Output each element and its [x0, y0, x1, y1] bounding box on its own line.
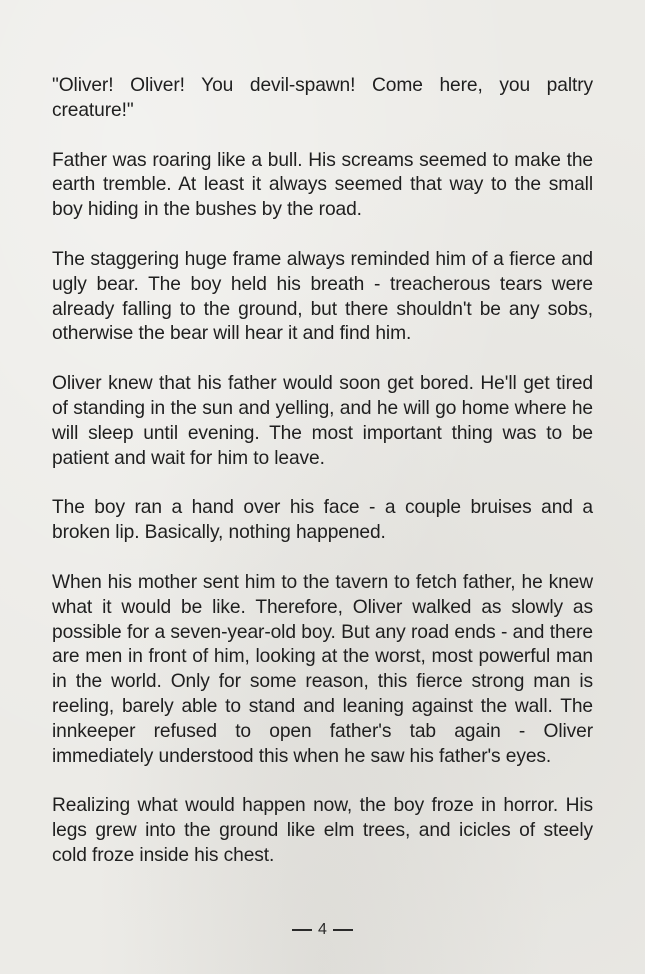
- page-body: [52, 74, 593, 894]
- paragraph: The boy ran a hand over his face - a couple bruises and a broken lip. Basically, nothing happened.: [52, 497, 593, 544]
- folio-dash-right: [333, 929, 353, 931]
- paragraph: Realizing what would happen now, the boy froze in horror. His legs grew into the ground like elm trees, and icicles of steely cold froze inside his chest.: [52, 795, 593, 866]
- page-number: 4: [318, 921, 327, 938]
- page-number-footer: [0, 920, 645, 940]
- paragraph: When his mother sent him to the tavern to fetch father, he knew what it would be like. Therefore, Oliver walked as slowly as possible for a seven-year-old boy. But any road ends - and there are men in front of him, looking at the worst, most powerful man in the world. Only for some reason, this fierce strong man is reeling, barely able to stand and leaning against the wall. The innkeeper refused to open father's tab again - Oliver immediately understood this when he saw his father's eyes.: [52, 571, 593, 767]
- paragraph: Oliver knew that his father would soon get bored. He'll get tired of standing in the sun and yelling, and he will go home where he will sleep until evening. The most important thing was to be patient and wait for him to leave.: [52, 373, 593, 469]
- folio-dash-left: [292, 929, 312, 931]
- paragraph: Father was roaring like a bull. His screams seemed to make the earth tremble. At least it always seemed that way to the small boy hiding in the bushes by the road.: [52, 149, 593, 221]
- paragraph: "Oliver! Oliver! You devil-spawn! Come here, you paltry creature!": [52, 75, 593, 121]
- paragraph: The staggering huge frame always reminded him of a fierce and ugly bear. The boy held his breath - treacherous tears were already falling to the ground, but there shouldn't be any sobs, otherwise the bear will hear it and find him.: [52, 248, 593, 345]
